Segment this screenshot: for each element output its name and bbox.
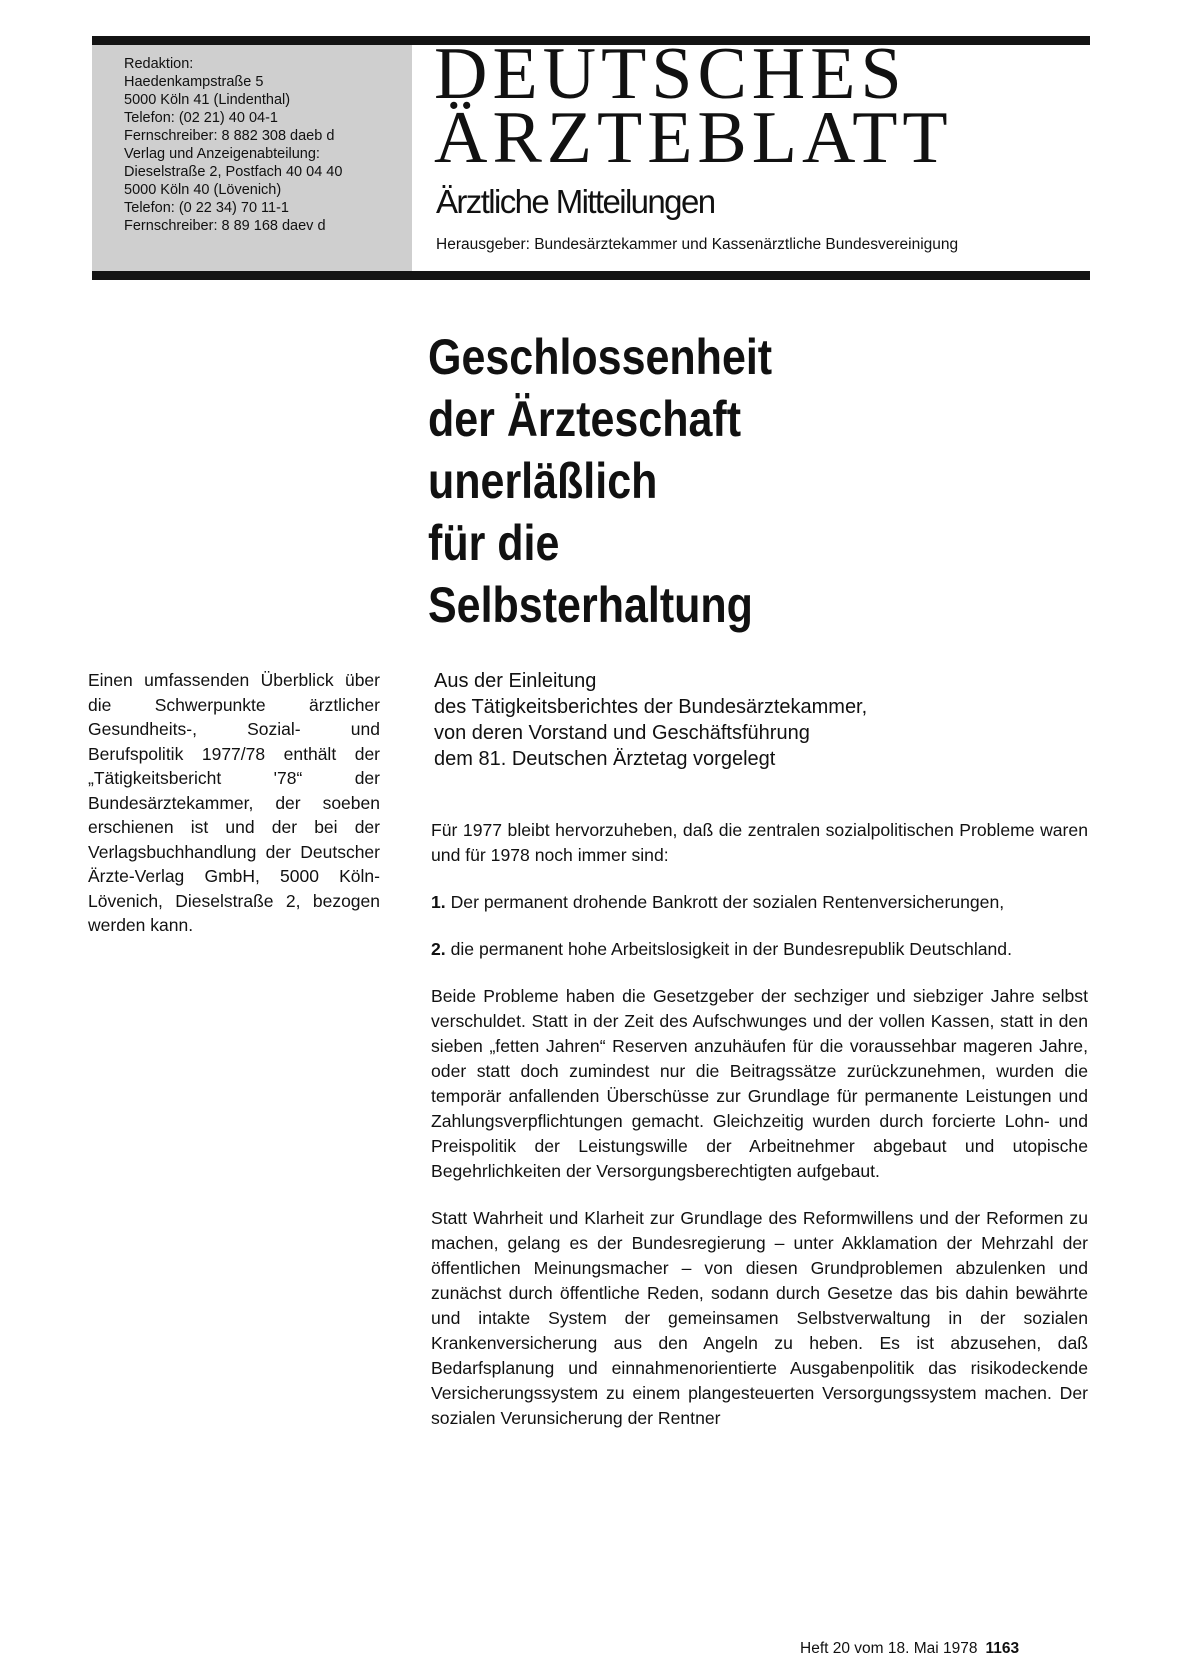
body-paragraph: Beide Probleme haben die Gesetzgeber der sechziger und siebziger Jahre selbst verschuldet. Statt in der Zeit des Aufschwunges und der vollen Kassen, statt in den sieben „fetten Jahren“ Reserven anzuhäufen für die voraussehbar mageren Jahre, oder statt doch zumindest nur die Beitragssätze zurückzunehmen, wurden die temporär anfallenden Überschüsse zur Grundlage für permanente Leistungen und Zahlungsverpflichtungen gemacht. Gleichzeitig wurden durch forcierte Lohn- und Preispolitik der Leistungswille der Arbeitnehmer abgebaut und utopische Begehrlichkeiten der Versorgungsberechtigten aufgebaut. bbox=[431, 986, 1088, 1181]
headline-line: unerläßlich bbox=[428, 453, 658, 509]
address-line: 5000 Köln 41 (Lindenthal) bbox=[124, 92, 291, 108]
masthead-bottom-rule bbox=[92, 271, 1090, 280]
address-line: Verlag und Anzeigenabteilung: bbox=[124, 146, 320, 162]
address-line: Dieselstraße 2, Postfach 40 04 40 bbox=[124, 164, 343, 180]
address-line: 5000 Köln 40 (Lövenich) bbox=[124, 182, 282, 198]
issue-info: Heft 20 vom 18. Mai 1978 bbox=[800, 1640, 978, 1657]
editorial-address-box bbox=[92, 45, 412, 271]
list-item-number: 2. bbox=[431, 939, 446, 959]
article-body bbox=[431, 818, 1088, 1431]
masthead-subtitle: Ärztliche Mitteilungen bbox=[436, 183, 715, 220]
list-item bbox=[431, 937, 1088, 962]
list-item-text: die permanent hohe Arbeitslosigkeit in der Bundesrepublik Deutschland. bbox=[450, 939, 1012, 959]
masthead-title-line: ÄRZTEBLATT bbox=[434, 97, 953, 179]
page-number: 1163 bbox=[985, 1640, 1020, 1657]
headline-line: Geschlossenheit bbox=[428, 329, 773, 385]
body-paragraph: Statt Wahrheit und Klarheit zur Grundlage des Reformwillens und der Reformen zu machen, gelang es der Bundesregierung – unter Akklamation der Mehrzahl der öffentlichen Meinungsmacher – von diesen Grundproblemen abzulenken und zunächst durch öffentliche Reden, sodann durch Gesetze das bis dahin bewährte und intakte System der gemeinsamen Selbstverwaltung in der sozialen Krankenversicherung aus den Angeln zu heben. Es ist abzusehen, daß Bedarfsplanung und einnahmenorientierte Ausgabenpolitik das risikodeckende Versicherungssystem zu einem plangesteuerten Versorgungssystem machen. Der sozialen Verunsicherung der Rentner bbox=[431, 1208, 1088, 1428]
address-line: Telefon: (0 22 34) 70 11-1 bbox=[124, 200, 289, 216]
article-headline bbox=[428, 326, 848, 636]
masthead-publisher: Herausgeber: Bundesärztekammer und Kassenärztliche Bundesvereinigung bbox=[436, 236, 959, 253]
page-footer bbox=[800, 1640, 1019, 1658]
headline-line: der Ärzteschaft bbox=[428, 391, 742, 447]
address-line: Fernschreiber: 8 882 308 daeb d bbox=[124, 128, 335, 144]
headline-line: Selbsterhaltung bbox=[428, 577, 753, 633]
address-line: Haedenkampstraße 5 bbox=[124, 74, 264, 90]
sidebar-note: Einen umfassenden Überblick über die Schwerpunkte ärztlicher Gesundheits-, Sozial- und Berufspolitik 1977/78 enthält der „Tätigkeitsbericht '78“ der Bundesärztekammer, der soeben erschienen ist und der bei der Verlagsbuchhandlung der Deutscher Ärzte-Verlag GmbH, 5000 Köln-Lövenich, Dieselstraße 2, bezogen werden kann. bbox=[88, 670, 380, 935]
intro-line: des Tätigkeitsberichtes der Bundesärztekammer, bbox=[434, 696, 868, 718]
body-paragraph: Für 1977 bleibt hervorzuheben, daß die zentralen sozialpolitischen Probleme waren und für 1978 noch immer sind: bbox=[431, 820, 1088, 865]
intro-line: von deren Vorstand und Geschäftsführung bbox=[434, 722, 810, 744]
article-intro bbox=[434, 668, 1074, 772]
address-line: Telefon: (02 21) 40 04-1 bbox=[124, 110, 278, 126]
address-line: Fernschreiber: 8 89 168 daev d bbox=[124, 218, 326, 234]
list-item-number: 1. bbox=[431, 892, 446, 912]
intro-line: dem 81. Deutschen Ärztetag vorgelegt bbox=[434, 748, 776, 770]
address-line: Redaktion: bbox=[124, 56, 194, 72]
intro-line: Aus der Einleitung bbox=[434, 670, 597, 692]
masthead-title-line: DEUTSCHES bbox=[434, 33, 907, 115]
list-item bbox=[431, 890, 1088, 915]
headline-line: für die bbox=[428, 515, 560, 571]
masthead-title bbox=[434, 33, 1094, 179]
list-item-text: Der permanent drohende Bankrott der sozialen Rentenversicherungen, bbox=[450, 892, 1005, 912]
